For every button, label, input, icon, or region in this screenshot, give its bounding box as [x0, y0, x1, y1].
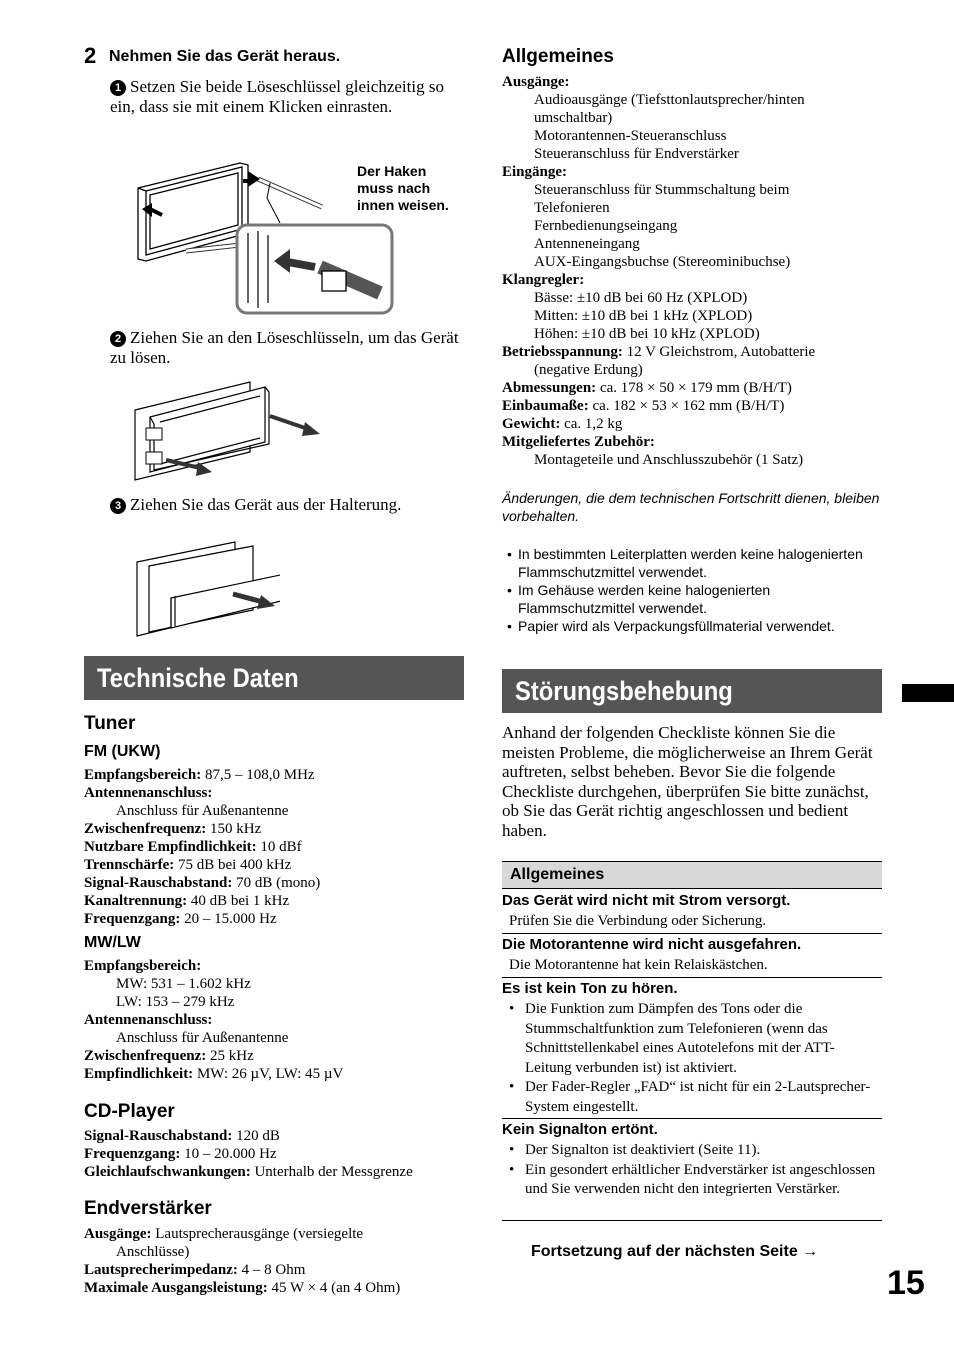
- general-heading: Allgemeines: [502, 46, 614, 67]
- solution-no-power: Prüfen Sie die Verbindung oder Sicherung.: [509, 913, 767, 929]
- mw-lw-specs: [84, 957, 464, 1083]
- spec-line: Abmessungen: ca. 178 × 50 × 179 mm (B/H/T): [502, 380, 792, 396]
- hook-callout-line-1: Der Haken: [357, 163, 427, 179]
- spec-line: Signal-Rauschabstand: 70 dB (mono): [84, 875, 321, 891]
- fm-specs: [84, 766, 464, 928]
- cd-player-heading: CD-Player: [84, 1101, 175, 1122]
- spec-line: Ausgänge: Lautsprecherausgänge (versiegelte: [84, 1226, 364, 1242]
- bullet-item: • Papier wird als Verpackungsfüllmaterial verwendet.: [502, 617, 887, 635]
- spec-line: (negative Erdung): [534, 362, 643, 378]
- spec-line: Fernbedienungseingang: [534, 218, 678, 234]
- pull-release-keys-illustration: [130, 372, 330, 484]
- spec-line: LW: 153 – 279 kHz: [116, 994, 235, 1010]
- spec-line: Bässe: ±10 dB bei 60 Hz (XPLOD): [534, 290, 748, 306]
- spec-line: Frequenzgang: 10 – 20.000 Hz: [84, 1146, 277, 1162]
- spec-line: Antennenanschluss:: [84, 785, 213, 801]
- solution-bullet: • Die Funktion zum Dämpfen des Tons oder die Stummschaltfunktion zum Telefonieren (wenn das Schnittstellenkabel eines Autotelefons mit der ATT-Leitung verbunden ist) ist aktiviert.: [509, 1000, 879, 1078]
- solution-bullet: • Ein gesondert erhältlicher Endverstärker ist angeschlossen und Sie verwenden nicht den integrierten Verstärker.: [509, 1161, 879, 1200]
- spec-line: Telefonieren: [534, 200, 610, 216]
- continued-note: Fortsetzung auf der nächsten Seite →: [531, 1243, 819, 1260]
- spec-line: Anschlüsse): [116, 1244, 190, 1260]
- spec-line: Lautsprecherimpedanz: 4 – 8 Ohm: [84, 1262, 306, 1278]
- spec-line: umschaltbar): [534, 110, 613, 126]
- amplifier-heading: Endverstärker: [84, 1198, 212, 1219]
- spec-line: Antenneneingang: [534, 236, 640, 252]
- substep-2-marker: 2: [110, 331, 126, 347]
- spec-line: Kanaltrennung: 40 dB bei 1 kHz: [84, 893, 290, 909]
- remove-unit-illustration: [135, 540, 280, 638]
- spec-line: Motorantennen-Steueranschluss: [534, 128, 727, 144]
- spec-line: Nutzbare Empfindlichkeit: 10 dBf: [84, 839, 302, 855]
- solution-bullet: • Der Signalton ist deaktiviert (Seite 11).: [509, 1141, 879, 1161]
- spec-line: Trennschärfe: 75 dB bei 400 kHz: [84, 857, 292, 873]
- spec-line: Empfindlichkeit: MW: 26 µV, LW: 45 µV: [84, 1066, 344, 1082]
- substep-2: [110, 328, 460, 368]
- hook-callout-line-3: innen weisen.: [357, 197, 449, 213]
- page-number: 15: [887, 1264, 925, 1302]
- spec-line: Empfangsbereich:: [84, 958, 202, 974]
- bullet-item: • In bestimmten Leiterplatten werden keine halogenierten Flammschutzmittel verwendet.: [502, 545, 887, 581]
- hook-callout-line-2: muss nach: [357, 180, 431, 196]
- table-header-label: Allgemeines: [510, 866, 605, 883]
- spec-line: Montageteile und Anschlusszubehör (1 Satz): [534, 452, 804, 468]
- cd-player-specs: [84, 1127, 469, 1181]
- row-divider: [502, 977, 882, 978]
- problem-antenna: Die Motorantenne wird nicht ausgefahren.: [502, 936, 802, 953]
- substep-3-text: Ziehen Sie das Gerät aus der Halterung.: [130, 495, 402, 514]
- spec-line: MW: 531 – 1.602 kHz: [116, 976, 251, 992]
- solution-bullet: • Der Fader-Regler „FAD“ ist nicht für ein 2-Lautsprecher-System eingestellt.: [509, 1078, 879, 1117]
- mw-lw-heading: MW/LW: [84, 934, 141, 951]
- general-specs: [502, 73, 892, 469]
- spec-line: Steueranschluss für Stummschaltung beim: [534, 182, 790, 198]
- spec-line: Audioausgänge (Tiefsttonlautsprecher/hinten: [534, 92, 805, 108]
- hook-callout: [357, 163, 449, 214]
- changes-note: Änderungen, die dem technischen Fortschritt dienen, bleiben vorbehalten.: [502, 490, 880, 524]
- spec-line: Zwischenfrequenz: 150 kHz: [84, 821, 262, 837]
- row-divider: [502, 1220, 882, 1221]
- spec-line: Signal-Rauschabstand: 120 dB: [84, 1128, 280, 1144]
- spec-line: Antennenanschluss:: [84, 1012, 213, 1028]
- problem-no-beep: Kein Signalton ertönt.: [502, 1121, 658, 1138]
- spec-line: Mitten: ±10 dB bei 1 kHz (XPLOD): [534, 308, 753, 324]
- substep-1-text: Setzen Sie beide Löseschlüssel gleichzeitig so ein, dass sie mit einem Klicken einrasten.: [110, 77, 444, 116]
- substep-3: [110, 495, 460, 515]
- spec-line: Einbaumaße: ca. 182 × 53 × 162 mm (B/H/T): [502, 398, 785, 414]
- solution-no-beep: [509, 1141, 879, 1200]
- row-divider: [502, 933, 882, 934]
- spec-line: Zwischenfrequenz: 25 kHz: [84, 1048, 254, 1064]
- spec-line: Anschluss für Außenantenne: [116, 803, 289, 819]
- edge-tab-marker: [902, 684, 954, 702]
- troubleshooting-intro: Anhand der folgenden Checkliste können Sie die meisten Probleme, die möglicherweise an Ihrem Gerät auftreten, selbst beheben. Bevor Sie die folgende Checkliste durchgehen, überprüfen Sie bitte zunächst, ob Sie das Gerät richtig angeschlossen und bedient haben.: [502, 723, 873, 840]
- solution-no-sound: [509, 1000, 879, 1117]
- amplifier-specs: [84, 1225, 469, 1297]
- spec-line: AUX-Eingangsbuchse (Stereominibuchse): [534, 254, 791, 270]
- step-number: 2: [84, 43, 97, 68]
- spec-line: Gleichlaufschwankungen: Unterhalb der Messgrenze: [84, 1164, 413, 1180]
- substep-1: [110, 77, 445, 117]
- row-divider: [502, 1118, 882, 1119]
- substep-3-marker: 3: [110, 498, 126, 514]
- solution-antenna: Die Motorantenne hat kein Relaiskästchen.: [509, 957, 768, 973]
- spec-line: Ausgänge:: [502, 74, 570, 90]
- spec-line: Betriebsspannung: 12 V Gleichstrom, Autobatterie: [502, 344, 816, 360]
- fm-heading: FM (UKW): [84, 743, 161, 760]
- spec-line: Gewicht: ca. 1,2 kg: [502, 416, 623, 432]
- spec-line: Steueranschluss für Endverstärker: [534, 146, 739, 162]
- bullet-item: • Im Gehäuse werden keine halogenierten Flammschutzmittel verwendet.: [502, 581, 887, 617]
- spec-line: Anschluss für Außenantenne: [116, 1030, 289, 1046]
- troubleshooting-banner: [502, 669, 882, 713]
- spec-line: Mitgeliefertes Zubehör:: [502, 434, 655, 450]
- table-header: [502, 861, 882, 889]
- spec-line: Maximale Ausgangsleistung: 45 W × 4 (an 4 Ohm): [84, 1280, 401, 1296]
- substep-1-marker: 1: [110, 80, 126, 96]
- environment-bullets: [502, 545, 887, 635]
- step-title: Nehmen Sie das Gerät heraus.: [109, 48, 341, 65]
- problem-no-power: Das Gerät wird nicht mit Strom versorgt.: [502, 892, 791, 909]
- spec-line: Frequenzgang: 20 – 15.000 Hz: [84, 911, 277, 927]
- spec-line: Eingänge:: [502, 164, 568, 180]
- technical-data-banner: [84, 656, 464, 700]
- troubleshooting-title: Störungsbehebung: [515, 675, 733, 706]
- substep-2-text: Ziehen Sie an den Löseschlüsseln, um das Gerät zu lösen.: [110, 328, 459, 367]
- spec-line: Empfangsbereich: 87,5 – 108,0 MHz: [84, 767, 315, 783]
- tuner-heading: Tuner: [84, 713, 136, 734]
- problem-no-sound: Es ist kein Ton zu hören.: [502, 980, 678, 997]
- technical-data-title: Technische Daten: [97, 662, 299, 693]
- spec-line: Höhen: ±10 dB bei 10 kHz (XPLOD): [534, 326, 760, 342]
- spec-line: Klangregler:: [502, 272, 585, 288]
